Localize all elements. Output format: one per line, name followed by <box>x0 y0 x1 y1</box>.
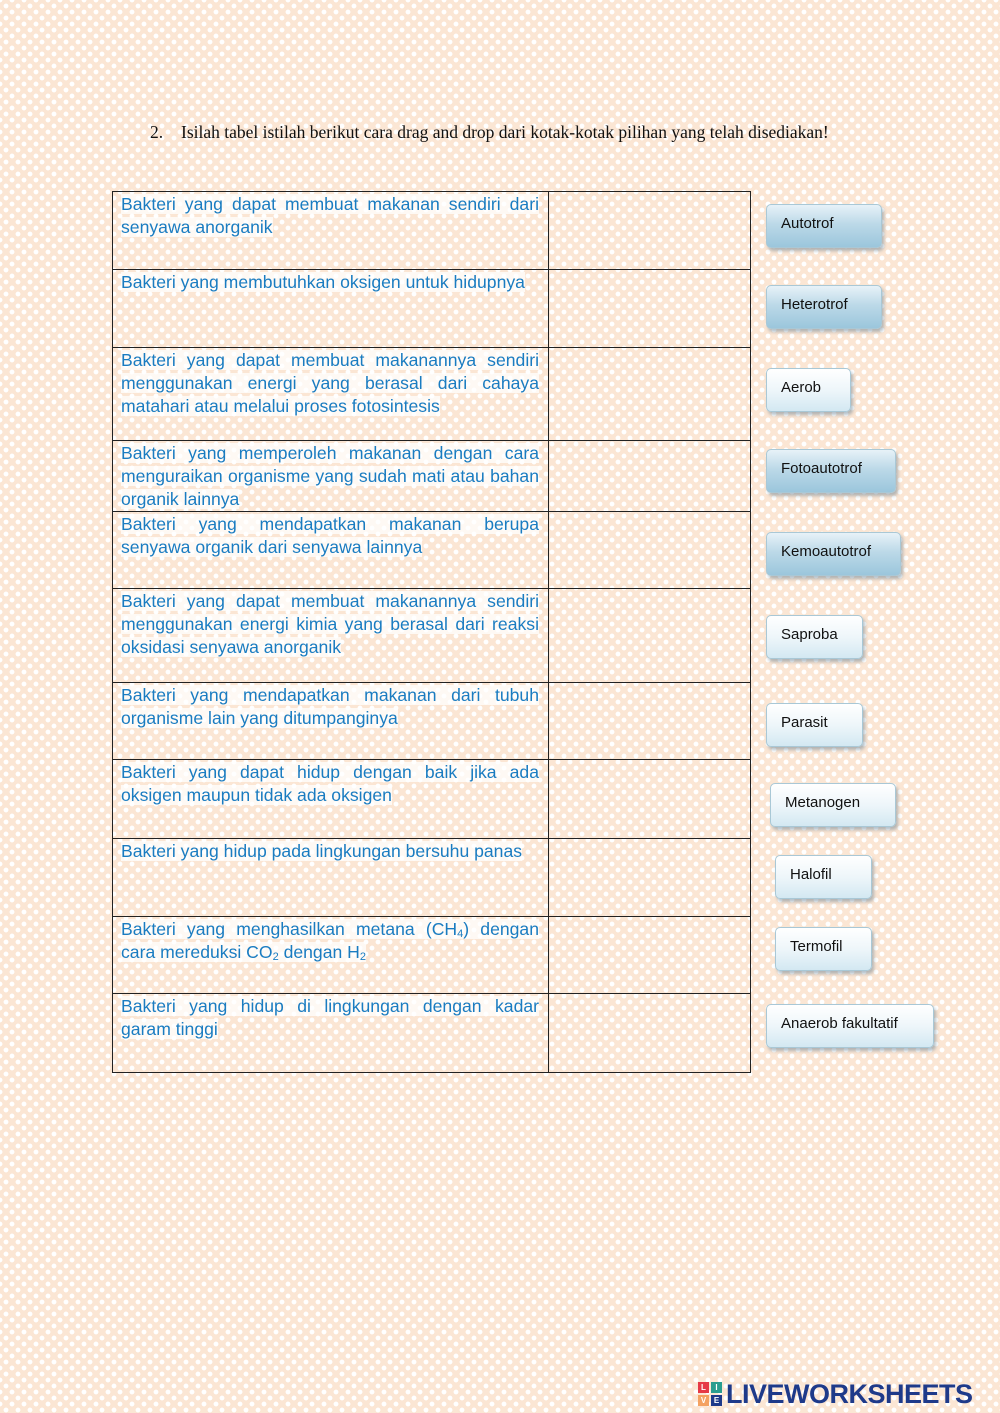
table-row <box>113 683 751 760</box>
brand-name: LIVEWORKSHEETS <box>726 1378 973 1409</box>
option-autotrof[interactable]: Autotrof <box>766 204 882 248</box>
option-parasit[interactable]: Parasit <box>766 703 863 747</box>
matching-table <box>112 191 751 1073</box>
liveworksheets-icon <box>698 1382 722 1406</box>
description-cell <box>113 994 549 1073</box>
description-text: Bakteri yang dapat membuat makanannya sendiri menggunakan energi kimia yang berasal dari reaksi oksidasi senyawa anorganik <box>121 591 539 657</box>
liveworksheets-logo <box>698 1378 973 1410</box>
description-cell <box>113 348 549 441</box>
brand-icon-tile: L <box>698 1382 709 1393</box>
description-text: Bakteri yang memperoleh makanan dengan cara menguraikan organisme yang sudah mati atau bahan organik lainnya <box>121 443 539 509</box>
drop-zone[interactable] <box>549 348 751 441</box>
option-kemoautotrof[interactable]: Kemoautotrof <box>766 532 901 576</box>
description-text: Bakteri yang mendapatkan makanan dari tubuh organisme lain yang ditumpanginya <box>121 685 539 728</box>
question-number: 2. <box>150 122 164 142</box>
table-row <box>113 441 751 512</box>
drop-zone[interactable] <box>549 917 751 994</box>
drop-zone[interactable] <box>549 589 751 683</box>
option-aerob[interactable]: Aerob <box>766 368 851 412</box>
description-text: Bakteri yang mendapatkan makanan berupa senyawa organik dari senyawa lainnya <box>121 514 539 557</box>
description-text: Bakteri yang membutuhkan oksigen untuk hidupnya <box>121 272 525 292</box>
option-halofil[interactable]: Halofil <box>775 855 872 899</box>
description-cell <box>113 839 549 917</box>
option-fotoautotrof[interactable]: Fotoautotrof <box>766 449 896 493</box>
description-text: Bakteri yang hidup di lingkungan dengan kadar garam tinggi <box>121 996 539 1039</box>
brand-icon-tile: E <box>711 1395 722 1406</box>
drop-zone[interactable] <box>549 839 751 917</box>
option-heterotrof[interactable]: Heterotrof <box>766 285 882 329</box>
drop-zone[interactable] <box>549 760 751 839</box>
description-text: Bakteri yang dapat hidup dengan baik jika ada oksigen maupun tidak ada oksigen <box>121 762 539 805</box>
brand-icon-tile: V <box>698 1395 709 1406</box>
description-cell <box>113 760 549 839</box>
table-row <box>113 994 751 1073</box>
description-cell <box>113 917 549 994</box>
description-cell <box>113 270 549 348</box>
brand-icon-tile: I <box>711 1382 722 1393</box>
instruction <box>150 121 878 144</box>
description-cell <box>113 192 549 270</box>
description-text: Bakteri yang hidup pada lingkungan bersuhu panas <box>121 841 523 861</box>
description-cell <box>113 512 549 589</box>
drop-zone[interactable] <box>549 512 751 589</box>
option-termofil[interactable]: Termofil <box>775 927 872 971</box>
description-text: Bakteri yang dapat membuat makanannya sendiri menggunakan energi yang berasal dari cahaya matahari atau melalui proses fotosintesis <box>121 350 539 416</box>
table-row <box>113 917 751 994</box>
description-cell <box>113 589 549 683</box>
option-anaerob-fakultatif[interactable]: Anaerob fakultatif <box>766 1004 934 1048</box>
description-cell <box>113 441 549 512</box>
table-row <box>113 839 751 917</box>
description-cell <box>113 683 549 760</box>
description-text: Bakteri yang menghasilkan metana $(CH_4)$ dengan cara mereduksi $CO_2$ dengan $H_2$ <box>121 919 539 963</box>
drop-zone[interactable] <box>549 441 751 512</box>
table-row <box>113 589 751 683</box>
option-metanogen[interactable]: Metanogen <box>770 783 896 827</box>
instruction-text: Isilah tabel istilah berikut cara drag and drop dari kotak-kotak pilihan yang telah disediakan! <box>181 122 829 142</box>
table-row <box>113 760 751 839</box>
table-row <box>113 512 751 589</box>
drop-zone[interactable] <box>549 683 751 760</box>
drop-zone[interactable] <box>549 994 751 1073</box>
drop-zone[interactable] <box>549 192 751 270</box>
table-row <box>113 348 751 441</box>
option-saproba[interactable]: Saproba <box>766 615 863 659</box>
table-row <box>113 270 751 348</box>
drop-zone[interactable] <box>549 270 751 348</box>
description-text: Bakteri yang dapat membuat makanan sendiri dari senyawa anorganik <box>121 194 539 237</box>
table-row <box>113 192 751 270</box>
